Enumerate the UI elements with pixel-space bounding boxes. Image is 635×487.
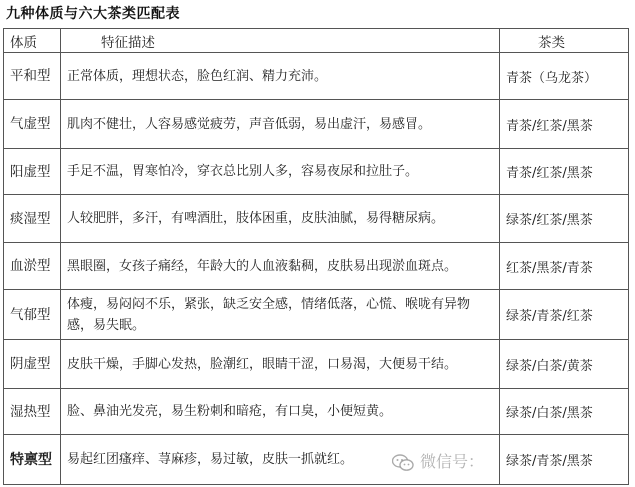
header-type: 体质	[4, 29, 61, 53]
constitution-type: 气虚型	[4, 100, 61, 149]
tea-type: 青茶/红茶/黑茶	[500, 149, 629, 195]
table-row	[4, 435, 629, 485]
constitution-type: 气郁型	[4, 290, 61, 340]
tea-type: 红茶/黑茶/青茶	[500, 243, 629, 290]
feature-description: 体瘦，易闷闷不乐，紧张，缺乏安全感，情绪低落，心慌、喉咙有异物感，易失眠。	[61, 290, 500, 340]
table-row	[4, 100, 629, 149]
tea-type: 青茶（乌龙茶）	[500, 53, 629, 100]
feature-description: 肌肉不健壮，人容易感觉疲劳，声音低弱，易出虚汗，易感冒。	[61, 100, 500, 149]
feature-description: 手足不温，胃寒怕冷，穿衣总比别人多，容易夜尿和拉肚子。	[61, 149, 500, 195]
feature-description: 人较肥胖，多汗，有啤酒肚，肢体困重，皮肤油腻，易得糖尿病。	[61, 195, 500, 243]
constitution-type: 阳虚型	[4, 149, 61, 195]
feature-description: 正常体质，理想状态，脸色红润、精力充沛。	[61, 53, 500, 100]
tea-type: 绿茶/青茶/黑茶	[500, 435, 629, 485]
table-row	[4, 389, 629, 435]
header-desc: 特征描述	[61, 29, 500, 53]
constitution-type: 阴虚型	[4, 340, 61, 389]
constitution-type: 湿热型	[4, 389, 61, 435]
table-row	[4, 149, 629, 195]
tea-type: 绿茶/白茶/黄茶	[500, 340, 629, 389]
table-row	[4, 53, 629, 100]
feature-description: 易起红团瘙痒、荨麻疹，易过敏，皮肤一抓就红。	[61, 435, 500, 485]
constitution-type: 平和型	[4, 53, 61, 100]
table-row	[4, 340, 629, 389]
constitution-type: 痰湿型	[4, 195, 61, 243]
table-header-row	[4, 29, 629, 53]
tea-type: 绿茶/红茶/黑茶	[500, 195, 629, 243]
table-row	[4, 195, 629, 243]
tea-type: 绿茶/白茶/黑茶	[500, 389, 629, 435]
tea-type: 绿茶/青茶/红茶	[500, 290, 629, 340]
constitution-type: 特禀型	[4, 435, 61, 485]
feature-description: 脸、鼻油光发亮，易生粉刺和暗疮，有口臭，小便短黄。	[61, 389, 500, 435]
table-row	[4, 290, 629, 340]
page-title: 九种体质与六大茶类匹配表	[6, 6, 180, 22]
watermark-text: 微信号：	[420, 452, 485, 471]
header-tea: 茶类	[500, 29, 629, 53]
feature-description: 黑眼圈，女孩子痛经，年龄大的人血液黏稠，皮肤易出现淤血斑点。	[61, 243, 500, 290]
constitution-type: 血淤型	[4, 243, 61, 290]
tea-matching-table	[3, 28, 629, 485]
feature-description: 皮肤干燥，手脚心发热，脸潮红，眼睛干涩，口易渴，大便易干结。	[61, 340, 500, 389]
tea-type: 青茶/红茶/黑茶	[500, 100, 629, 149]
table-row	[4, 243, 629, 290]
